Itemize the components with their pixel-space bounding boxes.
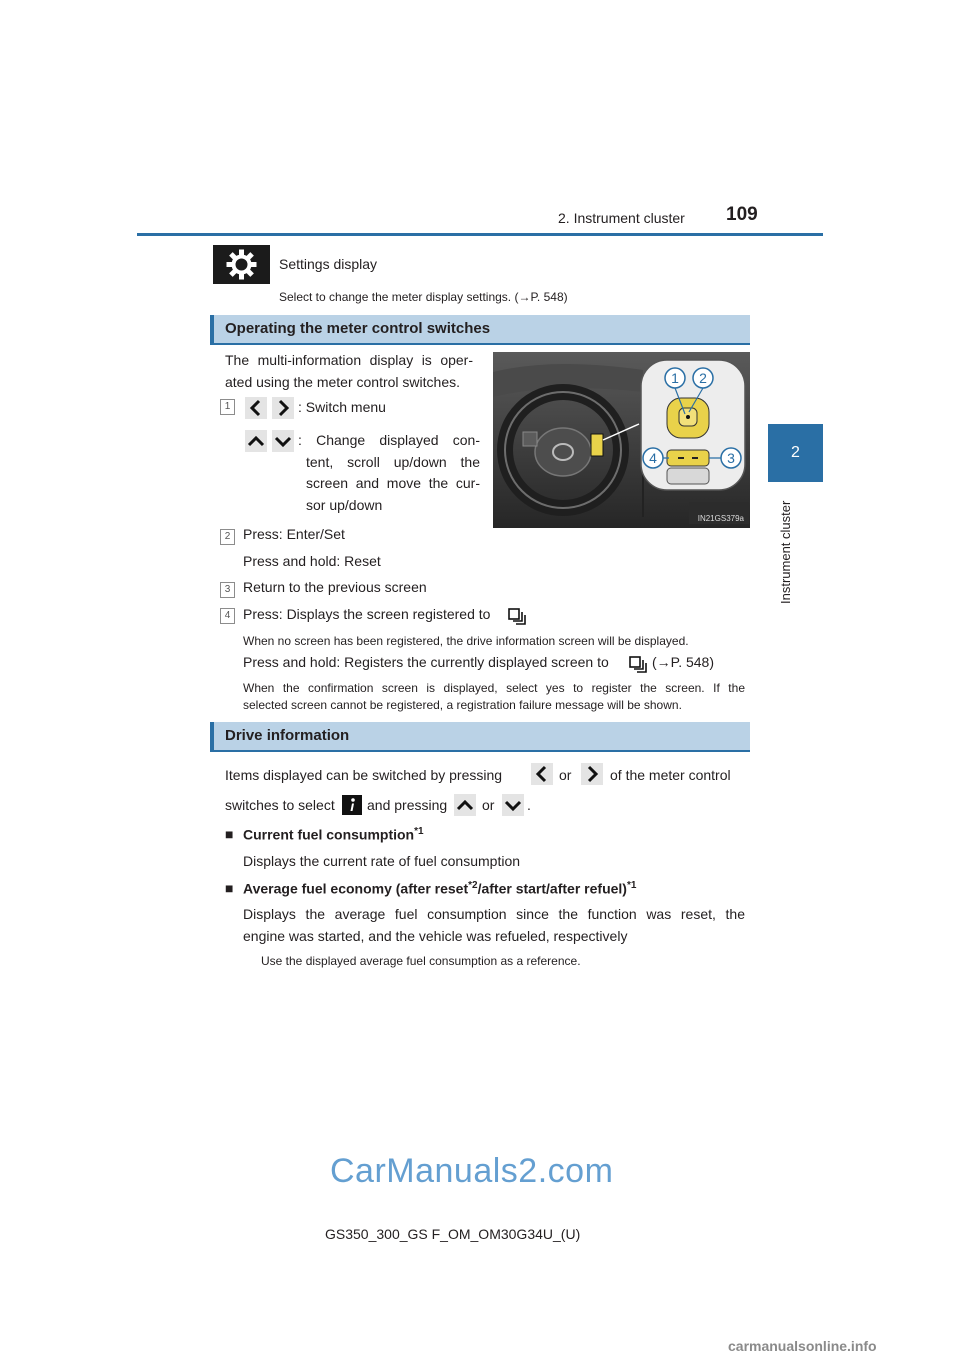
item-avg-fuel-note: Use the displayed average fuel consumption as a reference. [261, 954, 581, 968]
drive-intro-or-1: or [559, 767, 572, 783]
down-arrow-icon [272, 430, 294, 452]
right-arrow-icon [272, 397, 294, 419]
item-number-1: 1 [220, 399, 235, 415]
item-current-fuel-title: Current fuel consumption$^{*1}$ [243, 826, 424, 843]
drive-intro-end: . [527, 797, 531, 813]
item-number-3: 3 [220, 582, 235, 598]
up-arrow-icon [245, 430, 267, 452]
change-content-text: : Change displayed con- tent, scroll up/down the screen and move the cur- sor up/down [298, 432, 480, 514]
item-2-text: Press: Enter/Set Press and hold: Reset [243, 526, 381, 569]
page-number: 109 [726, 204, 758, 225]
info-icon [342, 795, 362, 815]
item-avg-fuel-title: Average fuel economy (after reset$^{*2}$/after start/after refuel)$^{*1}$ [243, 880, 637, 897]
item-4-page-ref[interactable]: (→P. 548) [652, 654, 714, 670]
settings-gear-icon [213, 245, 270, 284]
drive-intro-b: of the meter control [610, 767, 731, 783]
item-3-text: Return to the previous screen [243, 579, 427, 595]
copy-screen-icon [507, 607, 527, 625]
switches-intro: The multi-information display is oper- ated using the meter control switches. [225, 352, 473, 390]
footer-site[interactable]: carmanualsonline.info [728, 1338, 877, 1354]
callout-1: 1 [671, 370, 679, 386]
settings-page-ref[interactable]: →P. 548) [518, 290, 568, 304]
up-arrow-icon-2 [454, 794, 476, 816]
drive-intro-or-2: or [482, 797, 495, 813]
copy-screen-icon-2 [628, 655, 648, 673]
settings-desc: Select to change the meter display settings. (→P. 548) [279, 290, 568, 304]
section-header-drive-info: Drive information [210, 722, 750, 752]
item-number-2: 2 [220, 529, 235, 545]
right-arrow-icon-2 [581, 763, 603, 785]
item-avg-fuel-desc: Displays the average fuel consumption since the function was reset, the engine was started, and the vehicle was refueled, respectively [243, 906, 745, 944]
callout-3: 3 [727, 450, 735, 466]
footer-code: GS350_300_GS F_OM_OM30G34U_(U) [325, 1226, 581, 1242]
left-arrow-icon-2 [531, 763, 553, 785]
image-code: IN21GS379a [697, 514, 744, 523]
switch-menu-text: : Switch menu [298, 399, 386, 415]
chapter-tab[interactable]: 2 [768, 424, 823, 482]
section-header-switches: Operating the meter control switches [210, 315, 750, 345]
down-arrow-icon-2 [502, 794, 524, 816]
steering-switch-illustration [493, 352, 750, 528]
settings-title: Settings display [279, 256, 378, 272]
drive-intro-a: Items displayed can be switched by pressing [225, 767, 503, 783]
watermark-text: CarManuals2.com [330, 1152, 614, 1190]
callout-4: 4 [649, 450, 657, 466]
callout-2: 2 [699, 370, 707, 386]
drive-intro-d: and pressing [367, 797, 448, 813]
left-arrow-icon [245, 397, 267, 419]
header-section-title: 2. Instrument cluster [558, 210, 685, 226]
item-4-note-1: When no screen has been registered, the drive information screen will be displayed. [243, 634, 689, 648]
item-current-fuel-desc: Displays the current rate of fuel consumption [243, 853, 521, 869]
bullet-2: ■ [225, 880, 234, 896]
item-4-line-2: Press and hold: Registers the currently displayed screen to [243, 654, 609, 670]
drive-intro-c: switches to select [225, 797, 335, 813]
item-4-note-2: When the confirmation screen is displayed, select yes to register the screen. If the selected screen cannot be registered, a registration failure message will be shown. [243, 681, 745, 712]
item-number-4: 4 [220, 608, 235, 624]
chapter-tab-label: Instrument cluster [778, 500, 793, 604]
item-4-text: Press: Displays the screen registered to [243, 606, 491, 622]
bullet-1: ■ [225, 826, 234, 842]
header-rule [137, 233, 823, 236]
